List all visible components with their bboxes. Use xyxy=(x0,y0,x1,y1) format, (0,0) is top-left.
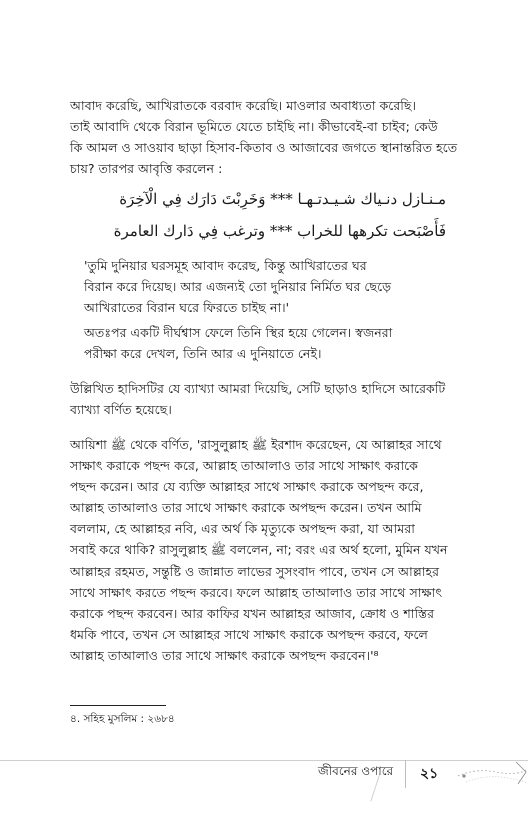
arabic-verse-line-2: فَأَصْبَحت تكرهها للخراب *** وترغب فِي دَارك العامرة xyxy=(113,222,446,240)
opening-paragraph xyxy=(70,95,460,179)
ornament-swirl-icon xyxy=(456,758,528,792)
footnote-divider xyxy=(70,705,166,706)
verse-translation xyxy=(84,255,460,318)
text-line: তাই আবাদি থেকে বিরান ভূমিতে যেতে চাইছি না। কীভাবেই-বা চাইব; কেউ xyxy=(70,119,438,134)
text-line: কি আমল ও সাওয়াব ছাড়া হিসাব-কিতাব ও আজাবের জগতে স্থানান্তরিত হতে xyxy=(70,140,458,155)
text-line: চায়? তারপর আবৃত্তি করলেন : xyxy=(70,161,223,176)
footer-divider xyxy=(0,760,528,761)
page-number: ২১ xyxy=(420,766,439,782)
footnote: ৪. সহিহ মুসলিম : ২৬৮৪ xyxy=(70,713,175,725)
aisha-hadith-paragraph xyxy=(70,434,460,666)
after-verse-paragraph xyxy=(84,322,460,364)
text-line: ধমকি পাবে, তখন সে আল্লাহর সাথে সাক্ষাৎ করাকে অপছন্দ করবে, ফলে xyxy=(70,626,428,642)
text-line: বিরান করে দিয়েছ। আর এজন্যই তো দুনিয়ার নির্মিত ঘর ছেড়ে xyxy=(84,279,392,294)
text-line: আখিরাতের বিরান ঘরে ফিরতে চাইছ না।' xyxy=(84,300,290,315)
text-line: 'তুমি দুনিয়ার ঘরসমূহ আবাদ করেছ, কিন্তু আখিরাতের ঘর xyxy=(84,258,367,273)
text-line: সাক্ষাৎ করাকে পছন্দ করে, আল্লাহ তাআলাও তার সাথে সাক্ষাৎ করাকে xyxy=(70,458,418,474)
text-line: ব্যাখ্যা বর্ণিত হয়েছে। xyxy=(70,402,172,417)
text-line: আল্লাহ তাআলাও তার সাথে সাক্ষাৎ করাকে অপছন্দ করেন। তখন আমি xyxy=(70,500,422,516)
text-line: আবাদ করেছি, আখিরাতকে বরবাদ করেছি। মাওলার অবাধ্যতা করেছি। xyxy=(70,98,417,113)
text-line: পছন্দ করেন। আর যে ব্যক্তি আল্লাহর সাথে সাক্ষাৎ করাকে অপছন্দ করে, xyxy=(70,479,424,495)
text-line: বললাম, হে আল্লাহর নবি, এর অর্থ কি মৃত্যুকে অপছন্দ করা, যা আমরা xyxy=(70,521,415,537)
text-line: আল্লাহ তাআলাও তার সাথে সাক্ষাৎ করাকে অপছন্দ করবেন।'⁸ xyxy=(70,647,379,663)
text-line: অতঃপর একটি দীর্ঘশ্বাস ফেলে তিনি স্থির হয়ে গেলেন। স্বজনরা xyxy=(84,325,393,340)
text-line: পরীক্ষা করে দেখল, তিনি আর এ দুনিয়াতে নেই। xyxy=(84,346,322,361)
text-line: আয়িশা ﷺ থেকে বর্ণিত, 'রাসুলুল্লাহ ﷺ ইরশাদ করেছেন, যে আল্লাহর সাথে xyxy=(70,437,442,452)
arabic-verse-line-1: مـنـازل دنـياك شـيـدتـهـا *** وَخَرِبْتَ دَارَك فِي الْآخِرَة xyxy=(119,190,446,208)
hadith-intro-paragraph xyxy=(70,378,460,420)
text-line: উল্লিখিত হাদিসটির যে ব্যাখ্যা আমরা দিয়েছি, সেটি ছাড়াও হাদিসে আরেকটি xyxy=(70,381,446,396)
text-line: করাকে পছন্দ করবেন। আর কাফির যখন আল্লাহর আজাব, ক্রোধ ও শাস্তির xyxy=(70,605,435,621)
footer-separator xyxy=(405,760,406,788)
text-line: সবাই করে থাকি? রাসুলুল্লাহ ﷺ বললেন, না; বরং এর অর্থ হলো, মুমিন যখন xyxy=(70,542,448,558)
running-footer-title: জীবনের ওপারে xyxy=(318,764,394,778)
text-line: সাথে সাক্ষাৎ করতে পছন্দ করবে। ফলে আল্লাহ তাআলাও তার সাথে সাক্ষাৎ xyxy=(70,584,443,600)
text-line: আল্লাহর রহমত, সন্তুষ্টি ও জান্নাত লাভের সুসংবাদ পাবে, তখন সে আল্লাহর xyxy=(70,563,440,579)
